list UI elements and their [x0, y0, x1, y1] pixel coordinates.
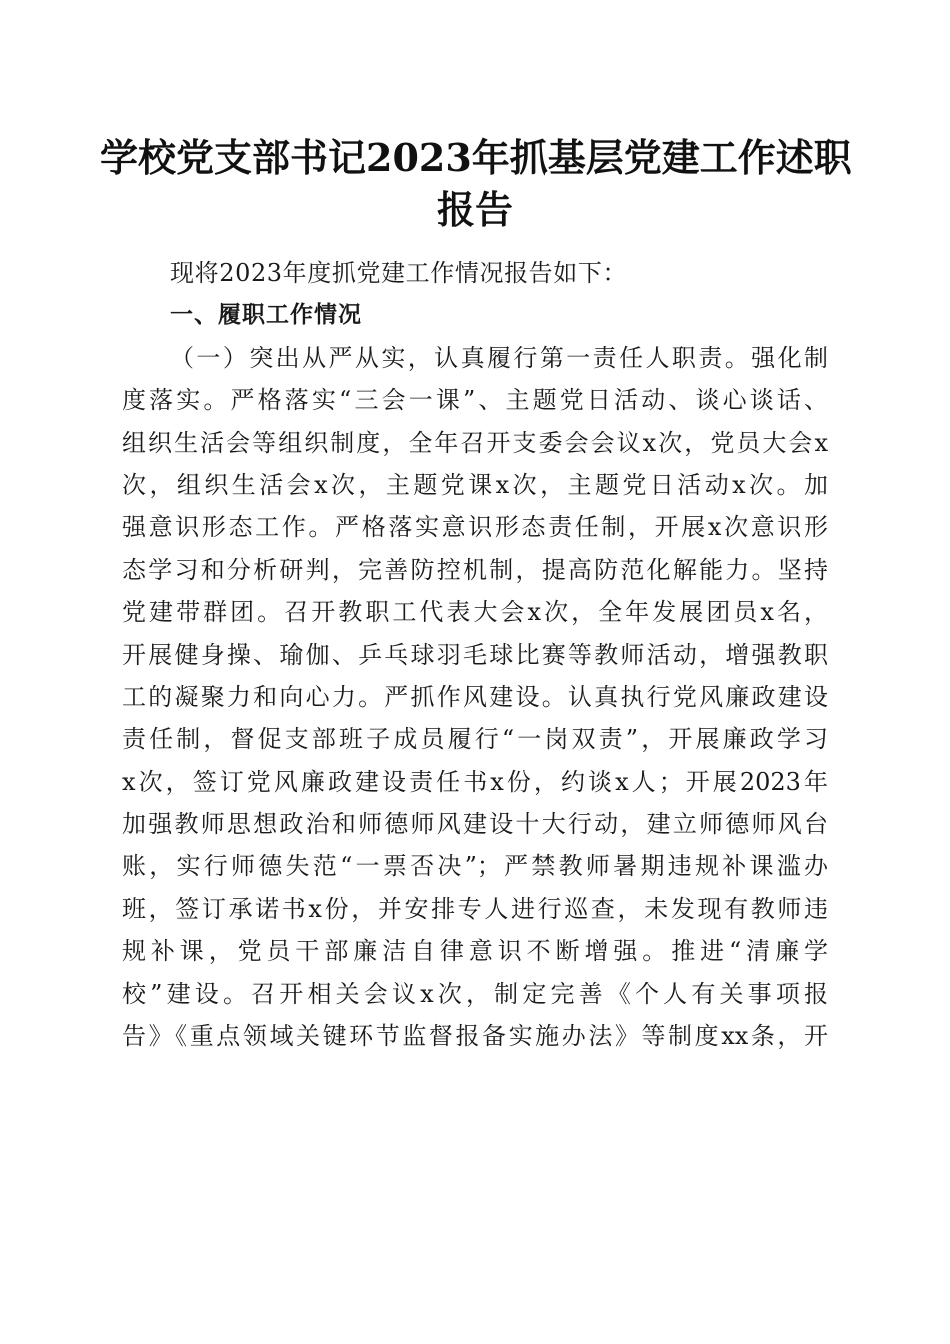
- title-line-1: 学校党支部书记2023年抓基层党建工作述职: [100, 135, 852, 180]
- paragraph-line: 强意识形态工作。严格落实意识形态责任制，开展x次意识形: [122, 513, 828, 542]
- document-title: [100, 132, 850, 236]
- paragraph-line: 度落实。严格落实“三会一课”、主题党日活动、谈心谈话、: [122, 386, 828, 415]
- paragraph-line: 工的凝聚力和向心力。严抓作风建设。认真执行党风廉政建设: [122, 682, 828, 711]
- paragraph-line: 组织生活会等组织制度，全年召开支委会会议x次，党员大会x: [122, 428, 828, 457]
- paragraph-line: 告》《重点领域关键环节监督报备实施办法》等制度xx条，开: [122, 1022, 828, 1051]
- paragraph-line: （一）突出从严从实，认真履行第一责任人职责。强化制: [170, 343, 828, 372]
- paragraph-line: 校”建设。召开相关会议x次，制定完善《个人有关事项报: [122, 979, 828, 1008]
- paragraph-line: 班，签订承诺书x份，并安排专人进行巡查，未发现有教师违: [122, 894, 828, 923]
- title-line-2: 报告: [436, 187, 513, 232]
- paragraph-line: 次，组织生活会x次，主题党课x次，主题党日活动x次。加: [122, 470, 828, 499]
- paragraph-line: 责任制，督促支部班子成员履行“一岗双责”，开展廉政学习: [122, 725, 828, 754]
- paragraph-line: 开展健身操、瑜伽、乒乓球羽毛球比赛等教师活动，增强教职: [122, 640, 828, 669]
- paragraph-line: x次，签订党风廉政建设责任书x份，约谈x人；开展2023年: [122, 767, 828, 796]
- section-heading: 一、履职工作情况: [170, 302, 362, 329]
- paragraph-line: 账，实行师德失范“一票否决”；严禁教师暑期违规补课滥办: [122, 852, 828, 881]
- paragraph-line: 党建带群团。召开教职工代表大会x次，全年发展团员x名，: [122, 598, 828, 627]
- intro-paragraph: 现将2023年度抓党建工作情况报告如下：: [170, 259, 628, 287]
- paragraph-line: 态学习和分析研判，完善防控机制，提高防范化解能力。坚持: [122, 555, 828, 584]
- paragraph-line: 规补课，党员干部廉洁自律意识不断增强。推进“清廉学: [122, 937, 828, 966]
- document-body: [122, 252, 828, 1057]
- paragraph-line: 加强教师思想政治和师德师风建设十大行动，建立师德师风台: [122, 810, 828, 839]
